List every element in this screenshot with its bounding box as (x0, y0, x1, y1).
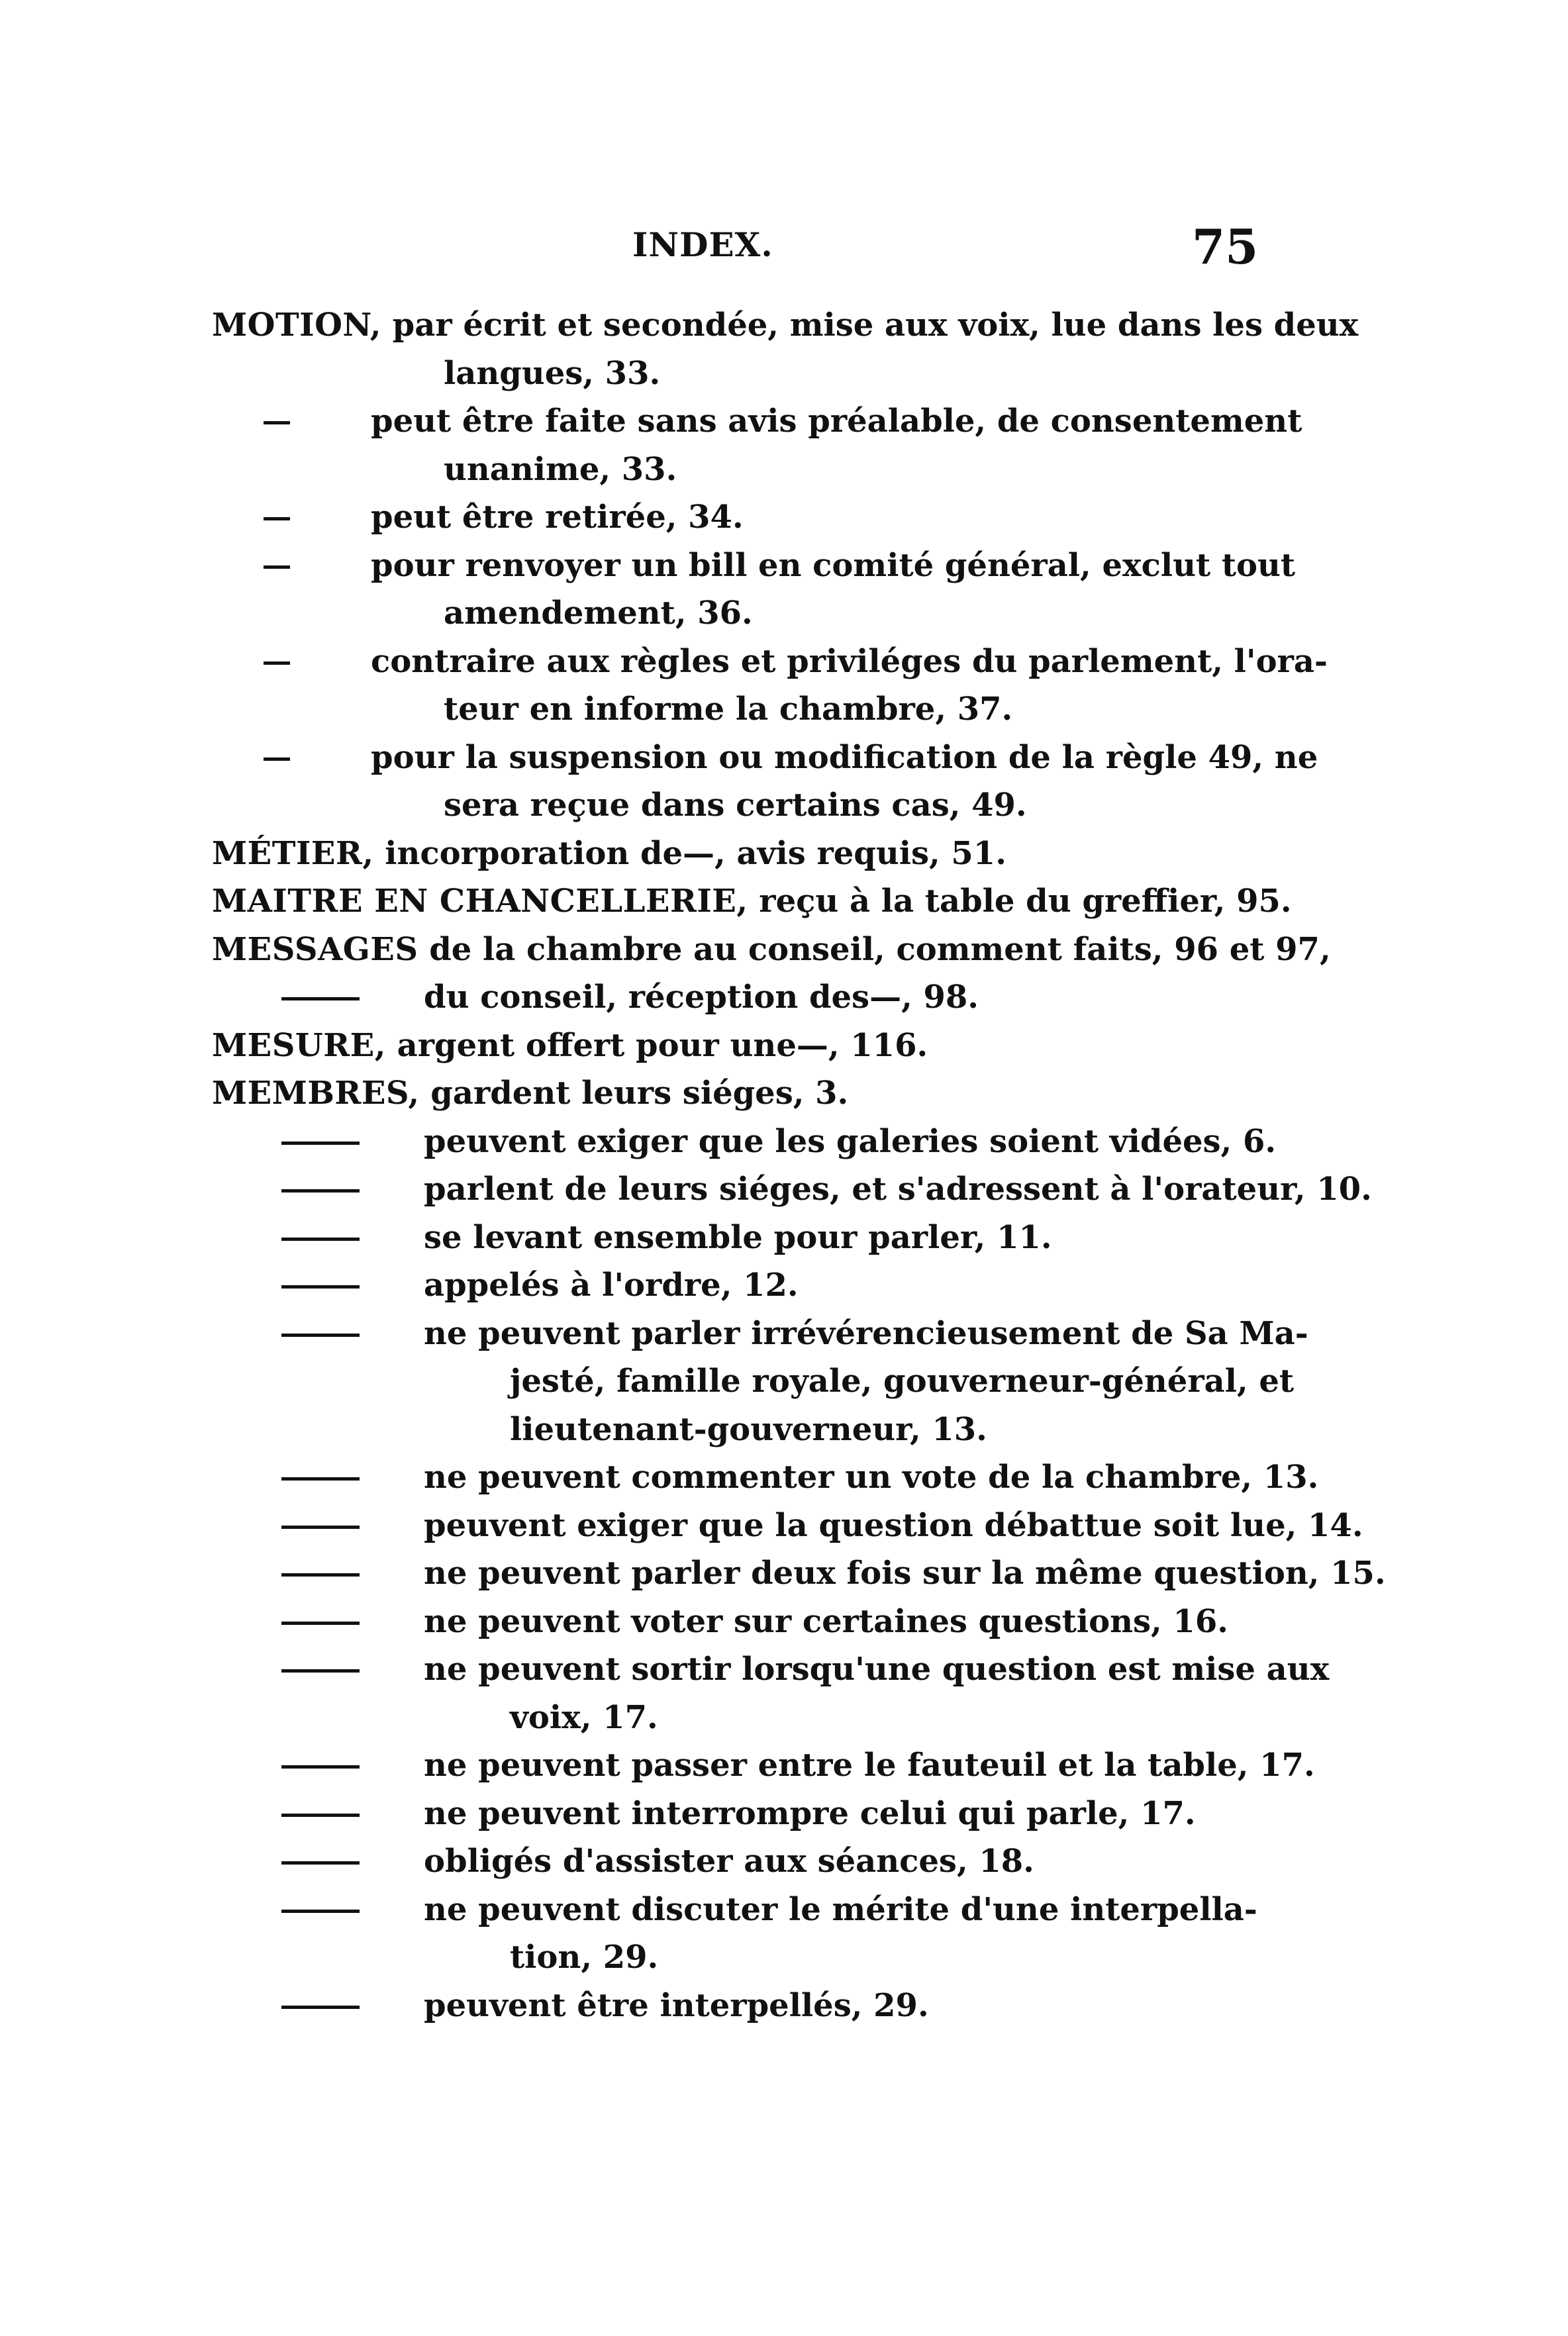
index-line (212, 1741, 1315, 1790)
index-subentry: peuvent être interpellés, 29. (424, 1986, 929, 2024)
index-subentry: ne peuvent sortir lorsqu'une question est mise aux (424, 1651, 1330, 1688)
index-continuation: jesté, famille royale, gouverneur-général, et (510, 1363, 1295, 1400)
index-subentry: ne peuvent voter sur certaines questions, 16. (424, 1602, 1228, 1640)
entry-headword: MOTION, (212, 307, 381, 344)
ditto-dash (281, 1285, 360, 1289)
index-subentry: parlent de leurs siéges, et s'adressent à l'orateur, 10. (424, 1171, 1372, 1208)
running-title: INDEX. (632, 225, 773, 264)
index-subentry: se levant ensemble pour parler, 11. (424, 1218, 1052, 1256)
entry-headword: MESURE, (212, 1026, 386, 1064)
ditto-dash (281, 1765, 360, 1769)
entry-text: de la chambre au conseil, comment faits, 96 et 97, (418, 930, 1331, 968)
ditto-dash (281, 1669, 360, 1673)
index-line (212, 1261, 1258, 1310)
index-subentry: ne peuvent parler deux fois sur la même question, 15. (424, 1555, 1386, 1592)
index-subentry: contraire aux règles et priviléges du parlement, l'ora- (371, 642, 1328, 680)
ditto-dash (264, 661, 290, 665)
index-line (212, 1982, 1258, 2030)
index-line (212, 830, 1258, 878)
index-line (212, 1022, 1258, 1070)
index-entry-main (212, 301, 1358, 350)
ditto-dash (264, 565, 290, 569)
index-line (212, 589, 1258, 638)
index-line (212, 1214, 1258, 1262)
index-line (212, 301, 1359, 350)
ditto-dash (281, 1814, 360, 1817)
index-subentry: pour la suspension ou modification de la règle 49, ne (371, 738, 1318, 776)
index-line (212, 926, 1331, 974)
entry-headword: MÉTIER, (212, 834, 374, 872)
index-entry-main (212, 830, 1006, 878)
entry-headword: MAITRE EN CHANCELLERIE, (212, 883, 748, 920)
index-line (212, 1549, 1386, 1598)
index-continuation: voix, 17. (510, 1698, 658, 1736)
index-line (212, 1357, 1295, 1406)
ditto-dash (281, 1142, 360, 1145)
index-entry-main (212, 1069, 848, 1118)
index-line (212, 1118, 1277, 1166)
index-line (212, 781, 1258, 830)
index-line (212, 877, 1292, 926)
entry-text: argent offert pour une—, 116. (385, 1026, 928, 1064)
running-head (0, 219, 1568, 275)
index-line (212, 542, 1296, 590)
ditto-dash (281, 1526, 360, 1529)
index-continuation: tion, 29. (510, 1939, 659, 1976)
index-line (212, 685, 1258, 734)
ditto-dash (281, 1477, 360, 1481)
index-continuation: langues, 33. (444, 354, 661, 392)
ditto-dash (281, 1910, 360, 1913)
index-line (212, 1502, 1363, 1550)
index-subentry: peuvent exiger que la question débattue soit lue, 14. (424, 1506, 1363, 1544)
index-line (212, 1310, 1308, 1358)
index-line (212, 1453, 1319, 1502)
index-subentry: ne peuvent interrompre celui qui parle, 17. (424, 1794, 1196, 1832)
index-subentry: obligés d'assister aux séances, 18. (424, 1843, 1034, 1880)
ditto-dash (264, 757, 290, 761)
index-line (212, 446, 1258, 494)
index-subentry: pour renvoyer un bill en comité général, exclut tout (371, 546, 1296, 584)
ditto-dash (264, 421, 290, 424)
index-line (212, 638, 1328, 686)
index-entries (212, 301, 1386, 2029)
index-line (212, 1694, 1258, 1742)
ditto-dash (281, 997, 360, 1000)
index-line (212, 1933, 1258, 1982)
index-line (212, 1598, 1258, 1646)
index-subentry: du conseil, réception des—, 98. (424, 979, 979, 1016)
entry-text: reçu à la table du greffier, 95. (748, 883, 1292, 920)
index-line (212, 1406, 1258, 1454)
index-continuation: unanime, 33. (444, 450, 677, 488)
index-line (212, 350, 1258, 398)
ditto-dash (281, 1334, 360, 1337)
index-line (212, 1165, 1372, 1214)
ditto-dash (281, 1238, 360, 1241)
index-line (212, 1790, 1258, 1838)
index-line (212, 1069, 1258, 1118)
index-line (212, 397, 1302, 446)
index-subentry: ne peuvent parler irrévérencieusement de Sa Ma- (424, 1314, 1308, 1352)
index-subentry: ne peuvent discuter le mérite d'une interpella- (424, 1890, 1257, 1928)
ditto-dash (281, 1573, 360, 1577)
index-line (212, 1886, 1258, 1934)
index-line (212, 734, 1318, 782)
ditto-dash (281, 1622, 360, 1625)
entry-text: par écrit et secondée, mise aux voix, lue dans les deux (381, 307, 1359, 344)
ditto-dash (281, 2006, 360, 2009)
index-line (212, 1837, 1258, 1886)
index-subentry: peut être retirée, 34. (371, 499, 744, 536)
index-subentry: peuvent exiger que les galeries soient vidées, 6. (424, 1122, 1277, 1160)
index-subentry: appelés à l'ordre, 12. (424, 1267, 799, 1304)
ditto-dash (281, 1189, 360, 1192)
page-number: 75 (1192, 219, 1259, 275)
index-subentry: ne peuvent commenter un vote de la chambre, 13. (424, 1459, 1319, 1496)
index-line (212, 493, 1258, 542)
index-continuation: sera reçue dans certains cas, 49. (444, 787, 1027, 824)
index-entry-main (212, 926, 1331, 974)
index-continuation: lieutenant-gouverneur, 13. (510, 1410, 987, 1448)
index-subentry: ne peuvent passer entre le fauteuil et la table, 17. (424, 1747, 1315, 1784)
index-entry-main (212, 877, 1292, 926)
index-line (212, 1645, 1330, 1694)
entry-headword: MESSAGES (212, 930, 418, 968)
index-continuation: amendement, 36. (444, 595, 753, 632)
index-line (212, 973, 1258, 1022)
ditto-dash (281, 1861, 360, 1865)
entry-text: gardent leurs siéges, 3. (419, 1075, 849, 1112)
entry-text: incorporation de—, avis requis, 51. (373, 834, 1006, 872)
ditto-dash (264, 517, 290, 520)
index-continuation: teur en informe la chambre, 37. (444, 691, 1013, 728)
index-subentry: peut être faite sans avis préalable, de consentement (371, 403, 1302, 440)
index-entry-main (212, 1022, 928, 1070)
entry-headword: MEMBRES, (212, 1075, 420, 1112)
